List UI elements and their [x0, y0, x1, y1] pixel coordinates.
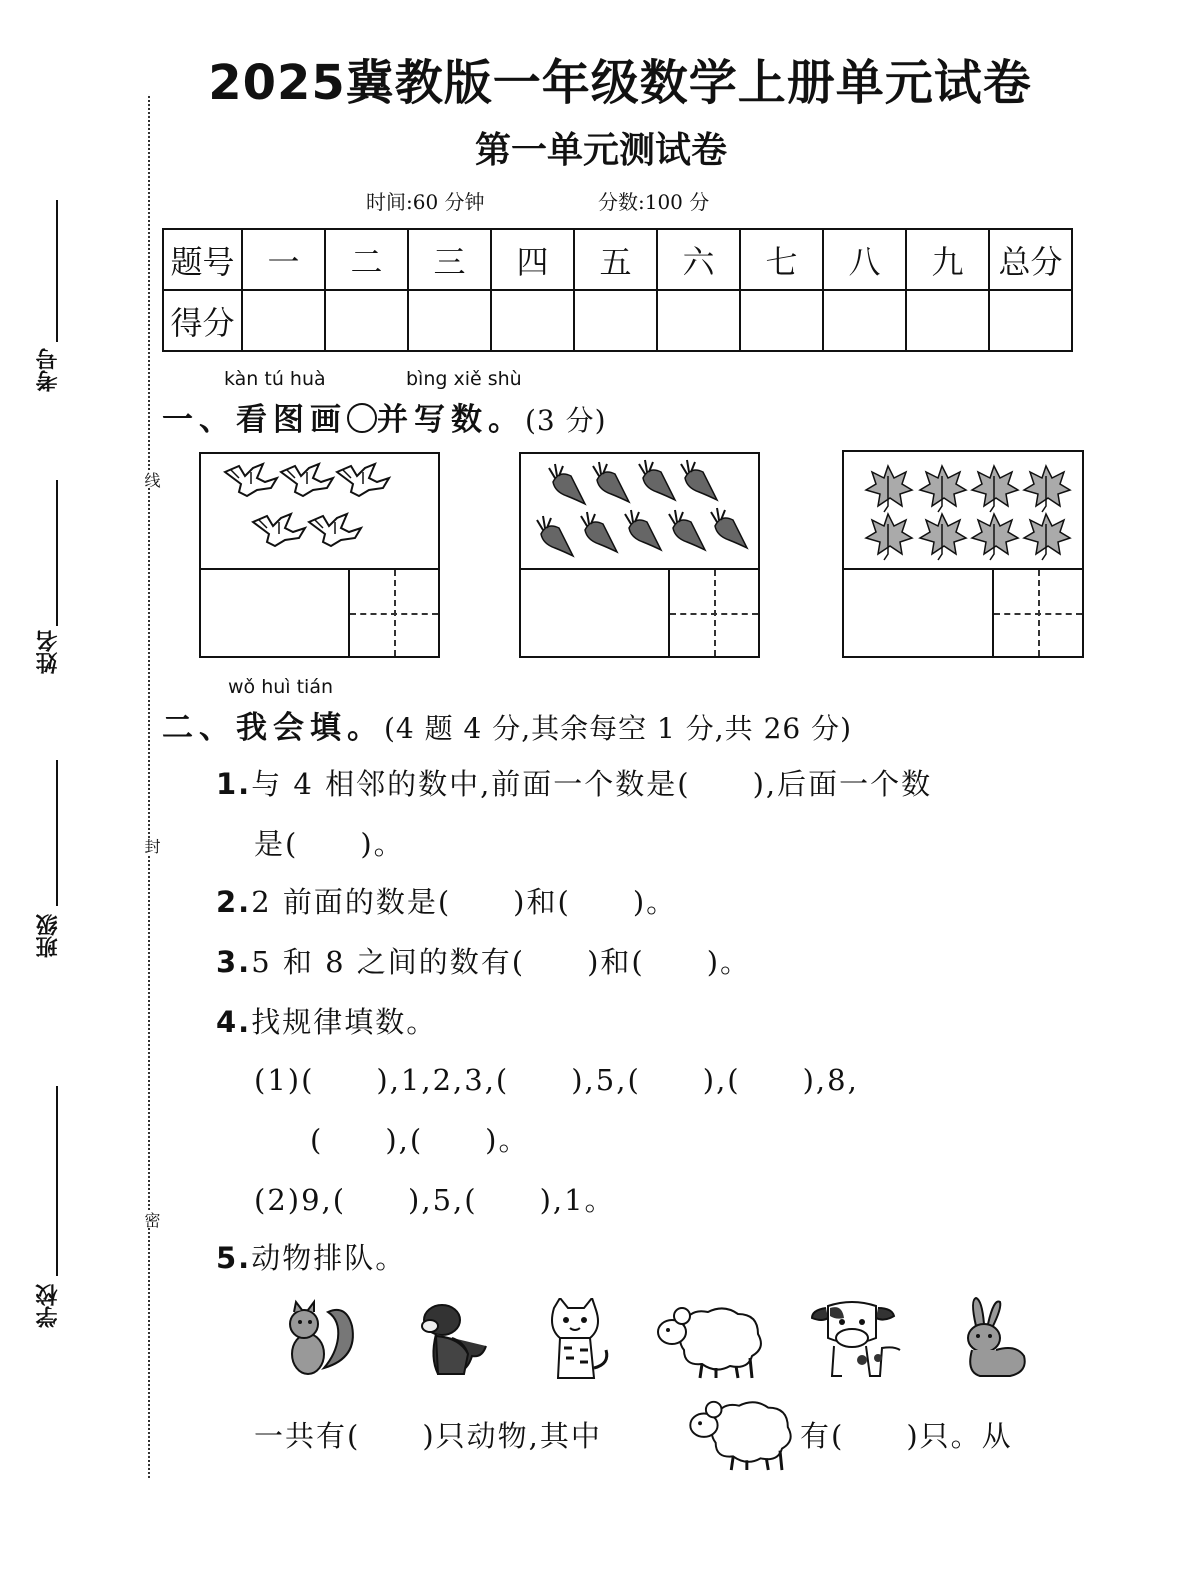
score-input-cell[interactable] [408, 290, 491, 351]
leaf-icon [866, 466, 912, 512]
picture-box-birds [199, 452, 440, 658]
sheep-icon [654, 1300, 766, 1380]
carrots-picture [521, 454, 758, 570]
circle-drawing-area[interactable] [521, 570, 666, 656]
birds-picture [201, 454, 438, 570]
carrot-icon [537, 516, 573, 556]
circle-drawing-area[interactable] [844, 570, 992, 656]
number-writing-grid[interactable] [668, 570, 758, 656]
section1-title-b: 并写数。 [377, 402, 525, 438]
bird-icon [225, 464, 277, 496]
question-number: 2. [216, 885, 252, 919]
carrot-icon [681, 460, 717, 500]
exam-number-line [56, 200, 58, 342]
table-cell: 八 [823, 229, 906, 290]
table-cell: 二 [325, 229, 408, 290]
question-4 [216, 1000, 437, 1041]
question-text: 动物排队。 [251, 1241, 407, 1275]
leaf-icon [972, 514, 1018, 560]
unit-title: 第一单元测试卷 [474, 129, 727, 171]
section1-pinyin-b: bìng xiě shù [406, 368, 522, 390]
score-input-cell[interactable] [491, 290, 574, 351]
leaf-icon [1024, 514, 1070, 560]
table-cell: 七 [740, 229, 823, 290]
school-label: 学校 [36, 1284, 61, 1328]
section2-points: (4 题 4 分,其余每空 1 分,共 26 分) [384, 712, 853, 745]
question-3 [216, 940, 751, 981]
carrot-icon [549, 464, 585, 504]
question-4-part1: (1)( ),1,2,3,( ),5,( ),( ),8, [254, 1063, 859, 1097]
main-title: 2025冀教版一年级数学上册单元试卷 [208, 55, 1032, 111]
score-table [162, 228, 1073, 352]
score-input-cell[interactable] [657, 290, 740, 351]
question-number: 3. [216, 945, 252, 979]
score-input-cell[interactable] [574, 290, 657, 351]
class-line [56, 760, 58, 906]
score-input-cell[interactable] [242, 290, 325, 351]
leaf-icon [866, 514, 912, 560]
class-label: 班级 [36, 914, 61, 958]
score-input-cell[interactable] [823, 290, 906, 351]
cat-icon [544, 1298, 614, 1382]
carrot-icon [711, 508, 747, 548]
picture-box-carrots [519, 452, 760, 658]
name-label: 姓名 [36, 630, 61, 674]
cut-mark-line: 线 [142, 472, 161, 488]
table-cell: 五 [574, 229, 657, 290]
carrot-icon [639, 460, 675, 500]
carrot-icon [669, 510, 705, 550]
cut-mark-seal: 封 [142, 838, 161, 854]
section2-pinyin: wǒ huì tián [228, 676, 334, 698]
exam-number-label: 考号 [36, 348, 61, 392]
section2-title-text: 二、我会填。 [162, 710, 384, 746]
leaf-icon [1024, 466, 1070, 512]
dog-icon [416, 1298, 490, 1380]
circle-icon [347, 403, 377, 433]
table-cell: 三 [408, 229, 491, 290]
section1-pinyin-a: kàn tú huà [224, 368, 326, 390]
score-table-header-row [163, 229, 1072, 290]
name-line [56, 480, 58, 626]
carrot-icon [593, 462, 629, 502]
exam-time: 时间:60 分钟 [366, 190, 485, 214]
bird-icon [309, 514, 361, 546]
question-4-part2: (2)9,( ),5,( ),1。 [254, 1183, 616, 1217]
section1-title [162, 394, 607, 439]
score-input-cell[interactable] [906, 290, 989, 351]
binding-dotted-line [148, 96, 150, 1478]
rabbit-icon [960, 1296, 1032, 1380]
question-text: 找规律填数。 [251, 1005, 438, 1039]
carrot-icon [581, 512, 617, 552]
question-text: 与 4 相邻的数中,前面一个数是( ),后面一个数 [251, 767, 933, 801]
table-cell: 六 [657, 229, 740, 290]
question-5-text-b: 有( )只。从 [800, 1419, 1013, 1453]
score-input-cell[interactable] [989, 290, 1072, 351]
score-table-score-row [163, 290, 1072, 351]
table-cell: 九 [906, 229, 989, 290]
table-cell: 题号 [163, 229, 242, 290]
exam-score: 分数:100 分 [598, 190, 710, 214]
school-line [56, 1086, 58, 1276]
score-input-cell[interactable] [325, 290, 408, 351]
section1-points: (3 分) [525, 404, 607, 437]
cut-mark-secret: 密 [142, 1212, 161, 1228]
question-1 [216, 762, 932, 803]
question-5-text-a: 一共有( )只动物,其中 [254, 1419, 602, 1453]
bird-icon [337, 464, 389, 496]
picture-box-leaves [842, 450, 1084, 658]
sheep-icon [684, 1394, 798, 1472]
number-writing-grid[interactable] [992, 570, 1082, 656]
question-1-line2: 是( )。 [254, 827, 405, 861]
table-cell: 总分 [989, 229, 1072, 290]
leaf-icon [972, 466, 1018, 512]
section1-title-a: 一、看图画 [162, 402, 347, 438]
leaf-icon [920, 514, 966, 560]
leaf-icon [920, 466, 966, 512]
bird-icon [281, 464, 333, 496]
question-5 [216, 1236, 406, 1277]
question-text: 2 前面的数是( )和( )。 [251, 885, 678, 919]
cow-icon [808, 1298, 912, 1380]
carrot-icon [625, 510, 661, 550]
question-4-part1-line2: ( ),( )。 [310, 1123, 530, 1157]
circle-drawing-area[interactable] [201, 570, 346, 656]
question-2 [216, 880, 677, 921]
bird-icon [253, 514, 305, 546]
question-number: 4. [216, 1005, 252, 1039]
question-text: 5 和 8 之间的数有( )和( )。 [251, 945, 752, 979]
squirrel-icon [280, 1298, 360, 1380]
section2-title [162, 702, 852, 747]
question-number: 5. [216, 1241, 252, 1275]
leaves-picture [844, 452, 1082, 570]
table-cell: 四 [491, 229, 574, 290]
table-cell: 得分 [163, 290, 242, 351]
number-writing-grid[interactable] [348, 570, 438, 656]
score-input-cell[interactable] [740, 290, 823, 351]
question-number: 1. [216, 767, 252, 801]
table-cell: 一 [242, 229, 325, 290]
